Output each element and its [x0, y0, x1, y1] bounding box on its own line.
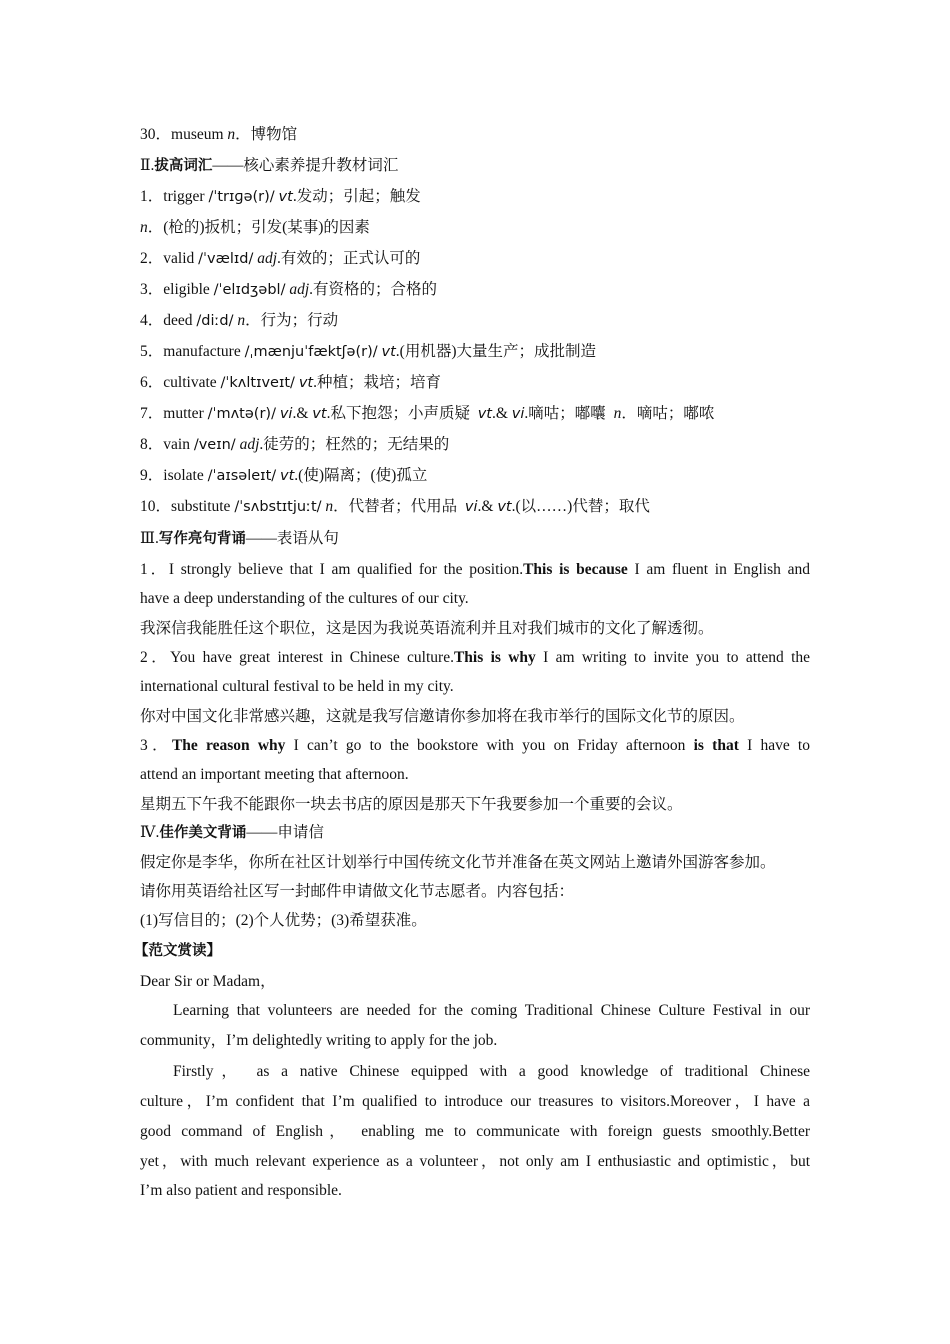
vocab-item-valid: 2．valid /ˈvælɪd/ adj.有效的；正式认可的 — [140, 250, 421, 267]
task-line-3: (1)写信目的；(2)个人优势；(3)希望获准。 — [140, 912, 427, 929]
letter-p2-line-1: Firstly， as a native Chinese equipped with a good knowledge of traditional Chinese — [173, 1063, 810, 1080]
vocab-item-manufacture: 5．manufacture /ˌmænjuˈfæktʃə(r)/ vt.(用机器)大量生产；成批制造 — [140, 343, 596, 360]
letter-p2-line-4: yet，with much relevant experience as a volunteer，not only am I enthusiastic and optimistic，but — [140, 1153, 810, 1170]
sentence-3-line-2: attend an important meeting that afternoon. — [140, 766, 409, 783]
sentence-2-translation: 你对中国文化非常感兴趣，这就是我写信邀请你参加将在我市举行的国际文化节的原因。 — [140, 708, 745, 725]
vocab-item-cultivate: 6．cultivate /ˈkʌltɪveɪt/ vt.种植；栽培；培育 — [140, 374, 441, 391]
vocab-item-vain: 8．vain /veɪn/ adj.徒劳的；枉然的；无结果的 — [140, 436, 450, 453]
vocab-item-trigger: 1．trigger /ˈtrɪɡə(r)/ vt.发动；引起；触发 — [140, 188, 421, 205]
letter-p2-line-3: good command of English， enabling me to communicate with foreign guests smoothly.Better — [140, 1123, 810, 1140]
letter-salutation: Dear Sir or Madam， — [140, 973, 276, 990]
letter-p1-line-1: Learning that volunteers are needed for the coming Traditional Chinese Culture Festival in our — [173, 1002, 810, 1019]
sentence-2-line-2: international cultural festival to be held in my city. — [140, 678, 454, 695]
task-line-2: 请你用英语给社区写一封邮件申请做文化节志愿者。内容包括： — [140, 883, 575, 900]
section-heading-3: Ⅲ.写作亮句背诵——表语从句 — [140, 530, 339, 547]
sentence-1-translation: 我深信我能胜任这个职位，这是因为我说英语流利并且对我们城市的文化了解透彻。 — [140, 620, 714, 637]
vocab-item-30: 30．museum n．博物馆 — [140, 126, 298, 143]
letter-p2-line-5: I’m also patient and responsible. — [140, 1182, 342, 1199]
sentence-2-line-1: 2．You have great interest in Chinese culture.This is why I am writing to invite you to attend the — [140, 649, 811, 666]
vocab-item-mutter: 7．mutter /ˈmʌtə(r)/ vi.& vt.私下抱怨；小声质疑 vt.& vi.嘀咕；嘟囔 n．嘀咕；嘟哝 — [140, 405, 715, 422]
sentence-1-line-2: have a deep understanding of the cultures of our city. — [140, 590, 469, 607]
vocab-item-deed: 4．deed /diːd/ n．行为；行动 — [140, 312, 339, 329]
section-heading-4: Ⅳ.佳作美文背诵——申请信 — [140, 824, 324, 841]
vocab-item-eligible: 3．eligible /ˈelɪdʒəbl/ adj.有资格的；合格的 — [140, 281, 438, 298]
vocab-item-trigger-noun: n．(枪的)扳机；引发(某事)的因素 — [140, 219, 370, 236]
section-heading-2: Ⅱ.拔高词汇——核心素养提升教材词汇 — [140, 157, 399, 174]
letter-p1-line-2: community，I’m delightedly writing to apply for the job. — [140, 1032, 498, 1049]
letter-p2-line-2: culture，I’m confident that I’m qualified to introduce our treasures to visitors.Moreover，I have a — [140, 1093, 810, 1110]
sentence-3-translation: 星期五下午我不能跟你一块去书店的原因是那天下午我要参加一个重要的会议。 — [140, 796, 683, 813]
vocab-item-isolate: 9．isolate /ˈaɪsəleɪt/ vt.(使)隔离；(使)孤立 — [140, 467, 428, 484]
sentence-3-line-1: 3．The reason why I can’t go to the bookstore with you on Friday afternoon is that I have to — [140, 737, 810, 754]
sample-heading: 【范文赏读】 — [134, 943, 221, 959]
sentence-1-line-1: 1．I strongly believe that I am qualified for the position.This is because I am fluent in English and — [140, 561, 810, 578]
vocab-item-substitute: 10．substitute /ˈsʌbstɪtjuːt/ n．代替者；代用品 vi.& vt.(以……)代替；取代 — [140, 498, 650, 515]
task-line-1: 假定你是李华，你所在社区计划举行中国传统文化节并准备在英文网站上邀请外国游客参加。 — [140, 854, 776, 871]
